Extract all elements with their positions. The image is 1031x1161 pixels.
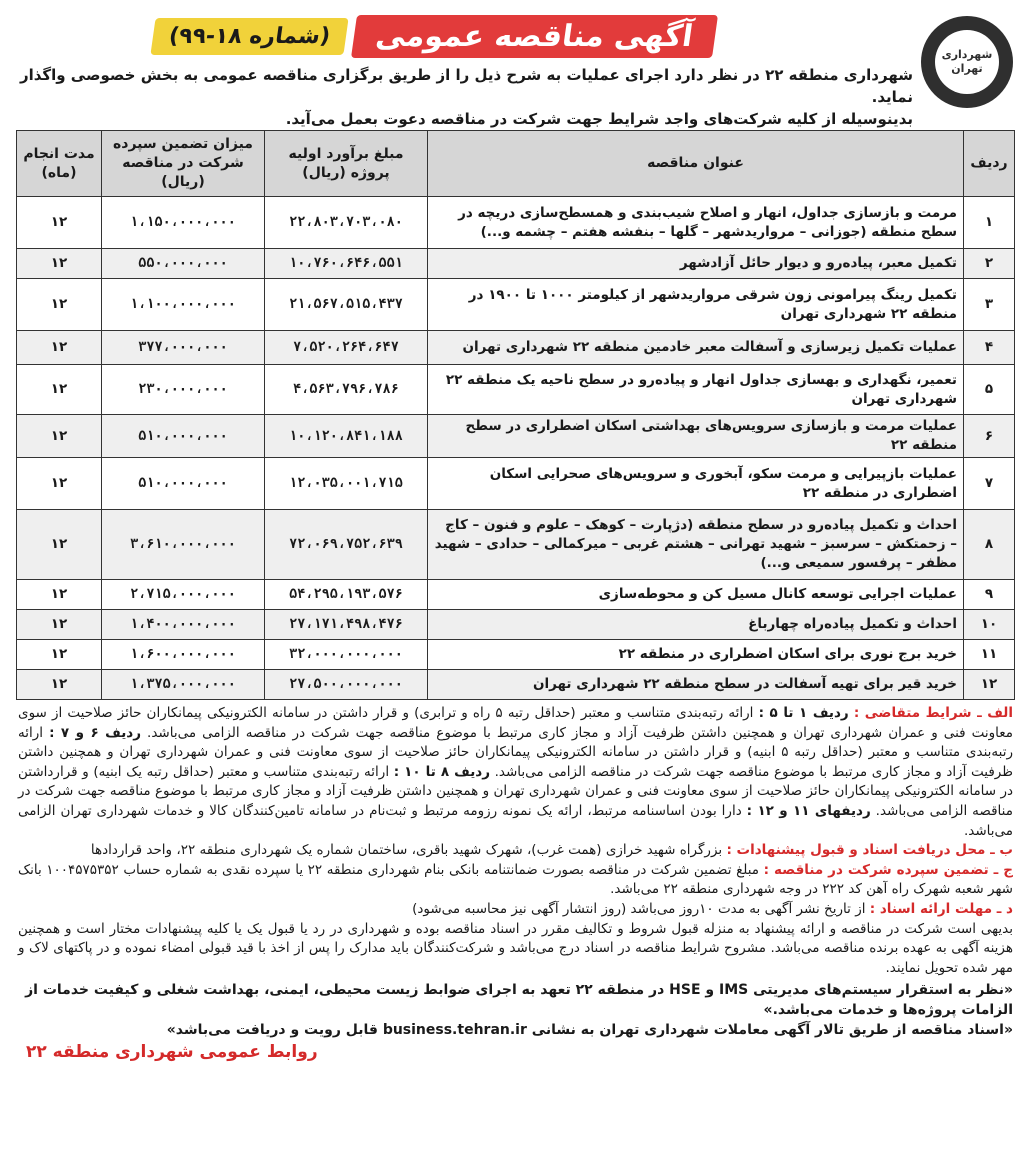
row-number: ۵: [964, 365, 1015, 415]
row-number: ۱۱: [964, 640, 1015, 670]
duration: ۱۲: [17, 580, 102, 610]
condition-je-text: مبلغ تضمین شرکت در مناقصه بصورت ضمانتنامه بانکی بنام شهرداری منطقه ۲۲ یا سپرده نقدی به شماره حساب ۱۰۰۴۵۷۵۳۵۲ بانک شهر شعبه شهرک راه آهن کد ۲۲۲ در وجه شهرداری منطقه ۲۲ می‌باشد.: [18, 861, 1013, 898]
header-duration: مدت انجام (ماه): [17, 131, 102, 197]
footer-signature: روابط عمومی شهرداری منطقه ۲۲: [26, 1042, 318, 1063]
intro-strong: شهرداری منطقه ۲۲: [765, 66, 913, 84]
table-row: [17, 249, 1015, 279]
header-amount: مبلغ برآورد اولیه پروژه (ریال): [265, 131, 428, 197]
tender-title: عملیات مرمت و بازسازی سرویس‌های بهداشتی اسکان اضطراری در سطح منطقه ۲۲: [428, 415, 964, 458]
table-row: [17, 670, 1015, 700]
duration: ۱۲: [17, 279, 102, 331]
duration: ۱۲: [17, 331, 102, 365]
condition-de-label: د ـ مهلت ارائه اسناد :: [869, 900, 1013, 917]
duration: ۱۲: [17, 640, 102, 670]
table-row: [17, 640, 1015, 670]
deposit-amount: ۱،۱۰۰،۰۰۰،۰۰۰: [102, 279, 265, 331]
deposit-amount: ۱،۶۰۰،۰۰۰،۰۰۰: [102, 640, 265, 670]
tender-title: عملیات بازپیرایی و مرمت سکو، آبخوری و سرویس‌های صحرایی اسکان اضطراری در منطقه ۲۲: [428, 458, 964, 510]
duration: ۱۲: [17, 510, 102, 580]
deposit-amount: ۳،۶۱۰،۰۰۰،۰۰۰: [102, 510, 265, 580]
condition-be: [18, 841, 1013, 861]
condition-alef-label: الف ـ شرایط متقاضی :: [853, 705, 1014, 721]
duration: ۱۲: [17, 415, 102, 458]
tender-title: احداث و تکمیل پیاده‌راه چهارباغ: [428, 610, 964, 640]
tender-title: تعمیر، نگهداری و بهسازی جداول انهار و پیاده‌رو در سطح ناحیه یک منطقه ۲۲ شهرداری تهران: [428, 365, 964, 415]
estimated-amount: ۲۲،۸۰۳،۷۰۳،۰۸۰: [265, 197, 428, 249]
note-documents-site: «اسناد مناقصه از طریق تالار آگهی معاملات شهرداری تهران به نشانی business.tehran.ir قابل رویت و دریافت می‌باشد»: [166, 1022, 1013, 1039]
intro-line-1: در نظر دارد اجرای عملیات به شرح ذیل را از طریق برگزاری مناقصه عمومی به بخش خصوصی واگذار نماید.: [19, 66, 913, 106]
tender-title: خرید قیر برای تهیه آسفالت در سطح منطقه ۲۲ شهرداری تهران: [428, 670, 964, 700]
table-row: [17, 610, 1015, 640]
deposit-amount: ۳۷۷،۰۰۰،۰۰۰: [102, 331, 265, 365]
estimated-amount: ۳۲،۰۰۰،۰۰۰،۰۰۰: [265, 640, 428, 670]
rows-8-10-text: ارائه رتبه‌بندی متناسب و معتبر (حداقل رتبه یک ابنیه) و قرارداشتن در سامانه الکترونیکی پیمانکاران حائز صلاحیت از سوی معاونت فنی و عمران شهرداری تهران و همچنین داشتن ظرفیت آزاد و مجاز کاری مرتبط با موضوع مناقصه جهت شرکت در مناقصه الزامی می‌باشد.: [18, 763, 1013, 819]
header-row-number: ردیف: [964, 131, 1015, 197]
tenders-table: [16, 130, 1015, 700]
table-row: [17, 331, 1015, 365]
rows-11-12-label: ردیفهای ۱۱ و ۱۲ :: [746, 802, 871, 819]
rows-6-7-text: ارائه رتبه‌بندی متناسب و معتبر (حداقل رتبه ۵ ابنیه) و قرار داشتن در سامانه الکترونیکی پیمانکاران حائز صلاحیت از سوی معاونت فنی و عمران شهرداری تهران و همچنین داشتن ظرفیت آزاد و مجاز کاری مرتبط با موضوع مناقصه جهت شرکت در مناقصه الزامی می‌باشد.: [18, 724, 1014, 780]
condition-je-label: ج ـ تضمین سپرده شرکت در مناقصه :: [763, 861, 1013, 878]
estimated-amount: ۱۲،۰۳۵،۰۰۱،۷۱۵: [265, 458, 428, 510]
estimated-amount: ۷۲،۰۶۹،۷۵۲،۶۳۹: [265, 510, 428, 580]
row-number: ۹: [964, 580, 1015, 610]
tender-title: تکمیل معبر، پیاده‌رو و دیوار حائل آزادشهر: [428, 249, 964, 279]
conditions: [16, 704, 1015, 978]
estimated-amount: ۱۰،۷۶۰،۶۴۶،۵۵۱: [265, 249, 428, 279]
condition-be-text: بزرگراه شهید خرازی (همت غرب)، شهرک شهید باقری، ساختمان شماره یک شهرداری منطقه ۲۲، واحد قراردادها: [90, 842, 723, 859]
deposit-amount: ۱،۱۵۰،۰۰۰،۰۰۰: [102, 197, 265, 249]
rows-8-10-label: ردیف ۸ تا ۱۰ :: [393, 763, 490, 780]
row-number: ۶: [964, 415, 1015, 458]
row-number: ۲: [964, 249, 1015, 279]
row-number: ۴: [964, 331, 1015, 365]
row-number: ۷: [964, 458, 1015, 510]
estimated-amount: ۷،۵۲۰،۲۶۴،۶۴۷: [265, 331, 428, 365]
table-row: [17, 415, 1015, 458]
estimated-amount: ۵۴،۲۹۵،۱۹۳،۵۷۶: [265, 580, 428, 610]
deposit-amount: ۱،۴۰۰،۰۰۰،۰۰۰: [102, 610, 265, 640]
tender-title: عملیات تکمیل زیرسازی و آسفالت معبر خادمین منطقه ۲۲ شهرداری تهران: [428, 331, 964, 365]
table-row: [17, 279, 1015, 331]
municipality-logo: [921, 16, 1013, 108]
duration: ۱۲: [17, 610, 102, 640]
deposit-amount: ۲،۷۱۵،۰۰۰،۰۰۰: [102, 580, 265, 610]
table-row: [17, 580, 1015, 610]
page-title: آگهی مناقصه عمومی: [351, 15, 718, 58]
estimated-amount: ۱۰،۱۲۰،۸۴۱،۱۸۸: [265, 415, 428, 458]
rows-1-5-label: ردیف ۱ تا ۵ :: [758, 705, 849, 721]
general-conditions: بدیهی است شرکت در مناقصه و ارائه پیشنهاد به منزله قبول شروط و تکالیف مقرر در اسناد مناقصه بوده و شهرداری در رد یا قبول یک یا کلیه پیشنهادات مختار است و همچنین هزینه آگهی به عهده برنده مناقصه می‌باشد. مشروح شرایط مناقصه در اسناد درج می‌باشد و شرکت‌کنندگان باید مدارک را پس از اخذ با قید قبولی امضاء نموده و در پاکتهای لاک و مهر شده تحویل نمایند.: [18, 920, 1013, 976]
estimated-amount: ۴،۵۶۳،۷۹۶،۷۸۶: [265, 365, 428, 415]
row-number: ۱: [964, 197, 1015, 249]
row-number: ۸: [964, 510, 1015, 580]
condition-de: [18, 900, 1013, 920]
rows-1-5-text: ارائه رتبه‌بندی متناسب و معتبر (حداقل رتبه ۵ راه و ترابری) و قرار داشتن در سامانه الکترونیکی پیمانکاران حائز صلاحیت از سوی معاونت فنی و عمران شهرداری تهران و همچنین داشتن ظرفیت آزاد و مجاز کاری مرتبط با موضوع مناقصه جهت شرکت در مناقصه الزامی می‌باشد.: [18, 705, 1014, 741]
condition-de-text: از تاریخ نشر آگهی به مدت ۱۰روز می‌باشد (روز انتشار آگهی نیز محاسبه می‌شود): [412, 900, 866, 917]
intro: [16, 64, 913, 130]
deposit-amount: ۵۱۰،۰۰۰،۰۰۰: [102, 415, 265, 458]
table-row: [17, 458, 1015, 510]
condition-be-label: ب ـ محل دریافت اسناد و قبول پیشنهادات :: [726, 842, 1013, 859]
duration: ۱۲: [17, 249, 102, 279]
estimated-amount: ۲۱،۵۶۷،۵۱۵،۴۳۷: [265, 279, 428, 331]
table-row: [17, 510, 1015, 580]
table-header-row: [17, 131, 1015, 197]
header: [16, 8, 1015, 130]
deposit-amount: ۲۳۰،۰۰۰،۰۰۰: [102, 365, 265, 415]
row-number: ۳: [964, 279, 1015, 331]
row-number: ۱۰: [964, 610, 1015, 640]
rows-11-12-text: دارا بودن اساسنامه مرتبط، ارائه یک نمونه رزومه مرتبط و ثبت‌نام در سامانه تامین‌کنندگان کالا و خدمات شهرداری تهران الزامی می‌باشد.: [18, 802, 1013, 839]
header-title: عنوان مناقصه: [428, 131, 964, 197]
tender-title: خرید برج نوری برای اسکان اضطراری در منطقه ۲۲: [428, 640, 964, 670]
deposit-amount: ۱،۳۷۵،۰۰۰،۰۰۰: [102, 670, 265, 700]
table-row: [17, 197, 1015, 249]
tender-title: تکمیل رینگ پیرامونی زون شرقی مرواریدشهر از کیلومتر ۱۰۰۰ تا ۱۹۰۰ در منطقه ۲۲ شهرداری تهران: [428, 279, 964, 331]
tender-title: مرمت و بازسازی جداول، انهار و اصلاح شیب‌بندی و همسطح‌سازی دریچه در سطح منطقه (جوزانی – مروارید‌شهر – گلها – بنفشه هفتم – چشمه و...): [428, 197, 964, 249]
logo-text: شهرداری تهران: [935, 30, 999, 94]
condition-je: [18, 861, 1013, 900]
duration: ۱۲: [17, 197, 102, 249]
deposit-amount: ۵۱۰،۰۰۰،۰۰۰: [102, 458, 265, 510]
deposit-amount: ۵۵۰،۰۰۰،۰۰۰: [102, 249, 265, 279]
tender-title: احداث و تکمیل پیاده‌رو در سطح منطقه (دژپارت – کوهک – علوم و فنون – کاج – زحمتکش – سرسبز – شهید تهرانی – هشتم غربی – میرکمالی – حدادی – شهید مظفر – پرفسور سمیعی و...): [428, 510, 964, 580]
note-ims-hse: «نظر به استقرار سیستم‌های مدیریتی IMS و HSE در منطقه ۲۲ تعهد به اجرای ضوابط زیست محیطی، ایمنی، بهداشت شغلی و کیفیت خدمات از الزامات پروژه‌ها و خدمات می‌باشد.»: [25, 982, 1013, 1019]
tender-title: عملیات اجرایی توسعه کانال مسیل کن و محوطه‌سازی: [428, 580, 964, 610]
title-area: [115, 10, 715, 62]
notes: [16, 980, 1015, 1040]
duration: ۱۲: [17, 458, 102, 510]
tender-number: (شماره ۱۸-۹۹): [151, 18, 349, 55]
condition-alef: [18, 704, 1013, 841]
rows-6-7-label: ردیف ۶ و ۷ :: [49, 724, 141, 741]
table-row: [17, 365, 1015, 415]
estimated-amount: ۲۷،۵۰۰،۰۰۰،۰۰۰: [265, 670, 428, 700]
intro-line-2: بدینوسیله از کلیه شرکت‌های واجد شرایط جهت شرکت در مناقصه دعوت بعمل می‌آید.: [285, 110, 913, 128]
duration: ۱۲: [17, 365, 102, 415]
estimated-amount: ۲۷،۱۷۱،۴۹۸،۴۷۶: [265, 610, 428, 640]
row-number: ۱۲: [964, 670, 1015, 700]
header-deposit: میزان تضمین سپرده شرکت در مناقصه (ریال): [102, 131, 265, 197]
duration: ۱۲: [17, 670, 102, 700]
